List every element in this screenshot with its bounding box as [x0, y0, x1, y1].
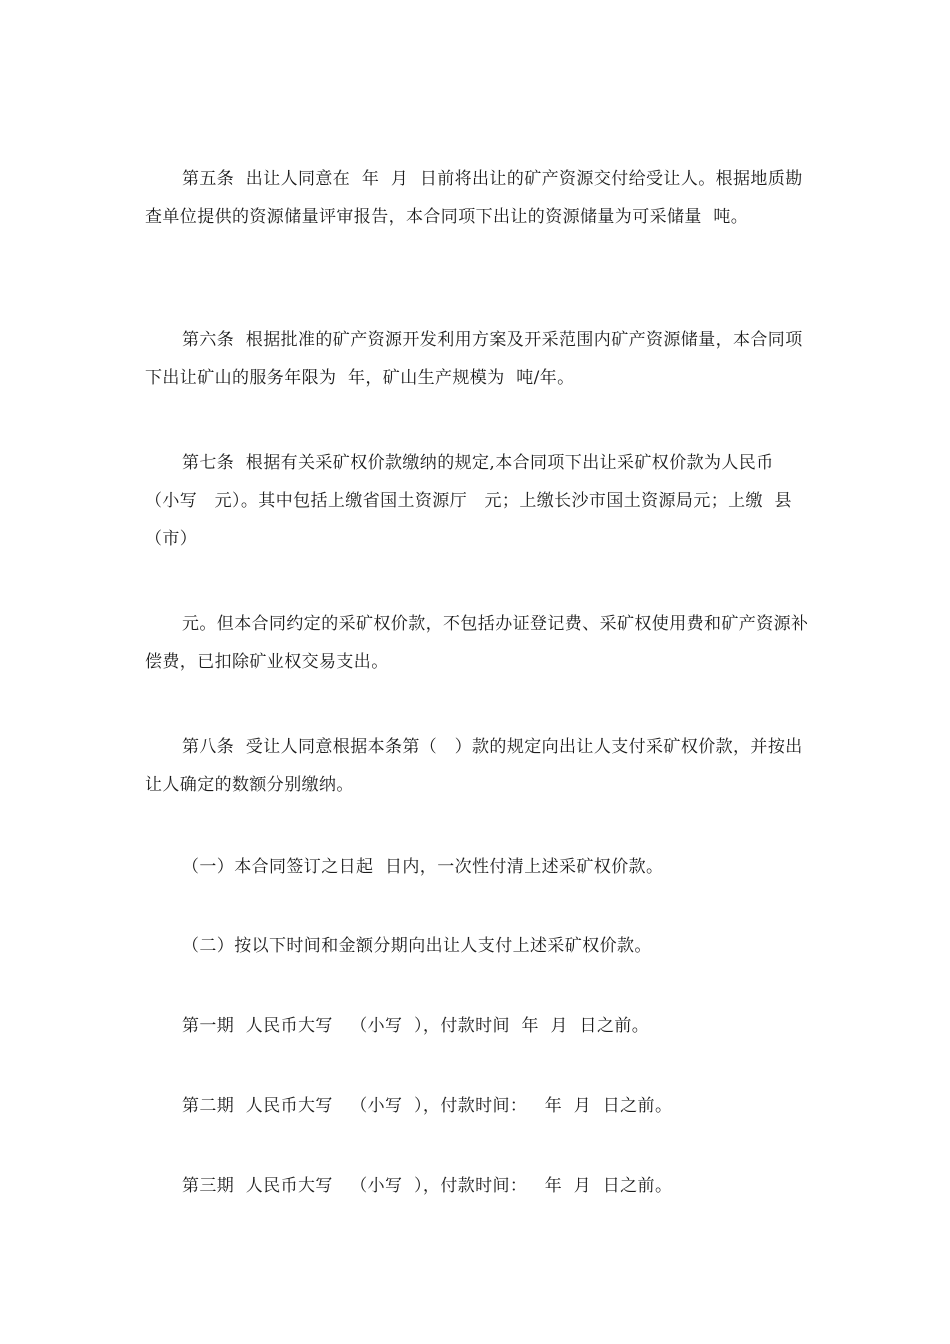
article-7-continuation-paragraph: 元。但本合同约定的采矿权价款，不包括办证登记费、采矿权使用费和矿产资源补偿费，已扣除矿业权交易支出。 — [145, 614, 809, 672]
article-7-paragraph: 第七条 根据有关采矿权价款缴纳的规定,本合同项下出让采矿权价款为人民币 （小写 元）。其中包括上缴省国土资源厅 元；上缴长沙市国土资源局元；上缴 县（市） — [145, 453, 792, 549]
installment-3-paragraph: 第三期 人民币大写 （小写 ），付款时间： 年 月 日之前。 — [182, 1176, 673, 1196]
article-6-paragraph: 第六条 根据批准的矿产资源开发利用方案及开采范围内矿产资源储量，本合同项下出让矿山的服务年限为 年，矿山生产规模为 吨/年。 — [145, 330, 803, 388]
installment-2-paragraph: 第二期 人民币大写 （小写 ），付款时间： 年 月 日之前。 — [182, 1096, 673, 1116]
clause-1-paragraph: （一）本合同签订之日起 日内，一次性付清上述采矿权价款。 — [182, 857, 664, 877]
article-5-paragraph: 第五条 出让人同意在 年 月 日前将出让的矿产资源交付给受让人。根据地质勘查单位提供的资源储量评审报告，本合同项下出让的资源储量为可采储量 吨。 — [145, 169, 803, 227]
installment-1-paragraph: 第一期 人民币大写 （小写 ），付款时间 年 月 日之前。 — [182, 1016, 650, 1036]
clause-2-paragraph: （二）按以下时间和金额分期向出让人支付上述采矿权价款。 — [182, 936, 652, 956]
article-8-paragraph: 第八条 受让人同意根据本条第（ ）款的规定向出让人支付采矿权价款，并按出让人确定的数额分别缴纳。 — [145, 737, 803, 795]
